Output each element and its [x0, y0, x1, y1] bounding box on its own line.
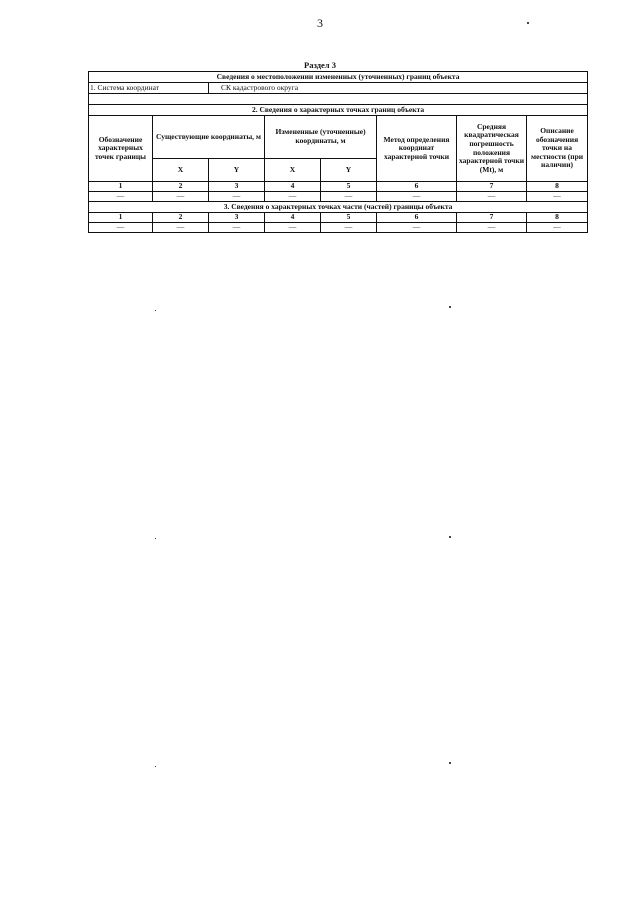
part3-number-row — [89, 213, 588, 223]
section-header: Сведения о местоположении измененных (уточненных) границ объекта — [89, 72, 588, 83]
col-number: 7 — [457, 213, 527, 223]
col-changed-y: Y — [321, 159, 377, 182]
table-cell: — — [527, 192, 588, 202]
scan-speck — [155, 310, 156, 311]
scan-speck — [449, 762, 451, 764]
table-cell: — — [89, 192, 153, 202]
col-number: 3 — [209, 213, 265, 223]
section-title: Раздел 3 — [304, 60, 336, 70]
scan-speck — [527, 22, 529, 24]
part3-title: 3. Сведения о характерных точках части (частей) границы объекта — [89, 202, 588, 213]
part2-number-row — [89, 182, 588, 192]
col-changed-x: X — [265, 159, 321, 182]
col-number: 8 — [527, 182, 588, 192]
table-cell: — — [153, 192, 209, 202]
coordinate-system-label: 1. Система координат — [89, 83, 209, 94]
table-cell: — — [209, 192, 265, 202]
table-cell: — — [89, 223, 153, 233]
col-number: 1 — [89, 182, 153, 192]
col-number: 7 — [457, 182, 527, 192]
table-cell: — — [377, 192, 457, 202]
col-number: 3 — [209, 182, 265, 192]
table-cell: — — [321, 223, 377, 233]
table-cell: — — [321, 192, 377, 202]
coordinate-system-value: СК кадастрового округа — [209, 83, 588, 94]
scan-speck — [155, 538, 156, 539]
col-number: 4 — [265, 182, 321, 192]
table-cell: — — [265, 192, 321, 202]
col-number: 1 — [89, 213, 153, 223]
col-changed-coords: Измененные (уточненные) координаты, м — [265, 116, 377, 159]
col-existing-y: Y — [209, 159, 265, 182]
page-number: 3 — [317, 16, 323, 30]
scan-speck — [449, 536, 451, 538]
col-description: Описание обозначения точки на местности (при наличии) — [527, 116, 588, 182]
blank-row — [89, 94, 588, 105]
col-number: 4 — [265, 213, 321, 223]
scan-speck — [155, 766, 156, 767]
col-number: 5 — [321, 213, 377, 223]
col-method: Метод определения координат характерной точки — [377, 116, 457, 182]
table-row — [89, 192, 588, 202]
table-cell: — — [265, 223, 321, 233]
col-error: Средняя квадратическая погрешность положения характерной точки (Mt), м — [457, 116, 527, 182]
table-cell: — — [457, 223, 527, 233]
table-row — [89, 223, 588, 233]
scan-speck — [449, 306, 451, 308]
table-cell: — — [153, 223, 209, 233]
table-cell: — — [527, 223, 588, 233]
col-number: 2 — [153, 213, 209, 223]
col-number: 6 — [377, 182, 457, 192]
col-number: 5 — [321, 182, 377, 192]
table-cell: — — [377, 223, 457, 233]
col-existing-coords: Существующие координаты, м — [153, 116, 265, 159]
col-number: 6 — [377, 213, 457, 223]
col-number: 2 — [153, 182, 209, 192]
boundary-table — [88, 71, 588, 233]
col-number: 8 — [527, 213, 588, 223]
table-cell: — — [209, 223, 265, 233]
col-designation: Обозначение характерных точек границы — [89, 116, 153, 182]
col-existing-x: X — [153, 159, 209, 182]
table-cell: — — [457, 192, 527, 202]
part2-title: 2. Сведения о характерных точках границ объекта — [89, 105, 588, 116]
